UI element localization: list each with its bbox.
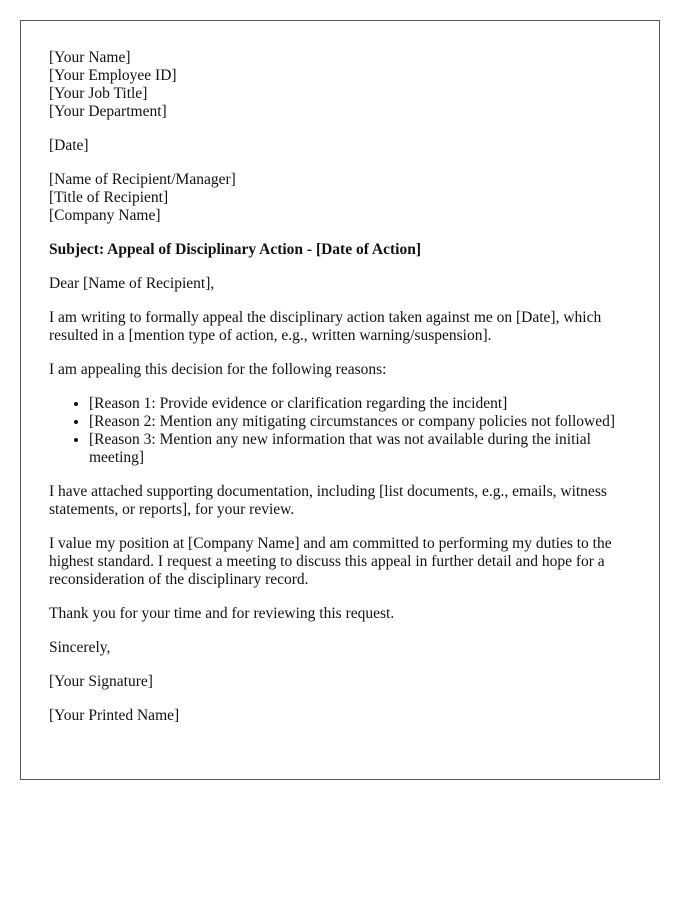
thanks-paragraph: Thank you for your time and for reviewing this request. <box>49 605 395 622</box>
attachments-paragraph: I have attached supporting documentation, including [list documents, e.g., emails, witness statements, or reports], for your review. <box>49 483 607 518</box>
sign-off: Sincerely, <box>49 639 111 656</box>
sender-name: [Your Name] <box>49 49 131 66</box>
commitment-paragraph: I value my position at [Company Name] and am committed to performing my duties to the highest standard. I request a meeting to discuss this appeal in further detail and hope for a reconsideration of the disciplinary record. <box>49 535 612 588</box>
reasons-intro: I am appealing this decision for the following reasons: <box>49 361 387 378</box>
recipient-company: [Company Name] <box>49 207 161 224</box>
sender-department: [Your Department] <box>49 103 167 120</box>
letter-page <box>20 20 660 780</box>
letter-date: [Date] <box>49 137 89 154</box>
letter-content <box>49 49 639 741</box>
recipient-name: [Name of Recipient/Manager] <box>49 171 236 188</box>
recipient-block <box>49 171 639 225</box>
reasons-list <box>49 395 639 467</box>
salutation: Dear [Name of Recipient], <box>49 275 215 292</box>
recipient-title: [Title of Recipient] <box>49 189 169 206</box>
intro-paragraph: I am writing to formally appeal the disciplinary action taken against me on [Date], which resulted in a [mention type of action, e.g., written warning/suspension]. <box>49 309 602 344</box>
subject-line: Subject: Appeal of Disciplinary Action - [Date of Action] <box>49 241 421 258</box>
sender-employee-id: [Your Employee ID] <box>49 67 177 84</box>
printed-name-line: [Your Printed Name] <box>49 707 180 724</box>
reason-item: • [Reason 3: Mention any new information that was not available during the initial meeting] <box>89 431 639 467</box>
reason-item: • [Reason 2: Mention any mitigating circumstances or company policies not followed] <box>89 413 639 431</box>
sender-job-title: [Your Job Title] <box>49 85 148 102</box>
reason-item: • [Reason 1: Provide evidence or clarification regarding the incident] <box>89 395 639 413</box>
signature-line: [Your Signature] <box>49 673 153 690</box>
sender-block <box>49 49 639 121</box>
